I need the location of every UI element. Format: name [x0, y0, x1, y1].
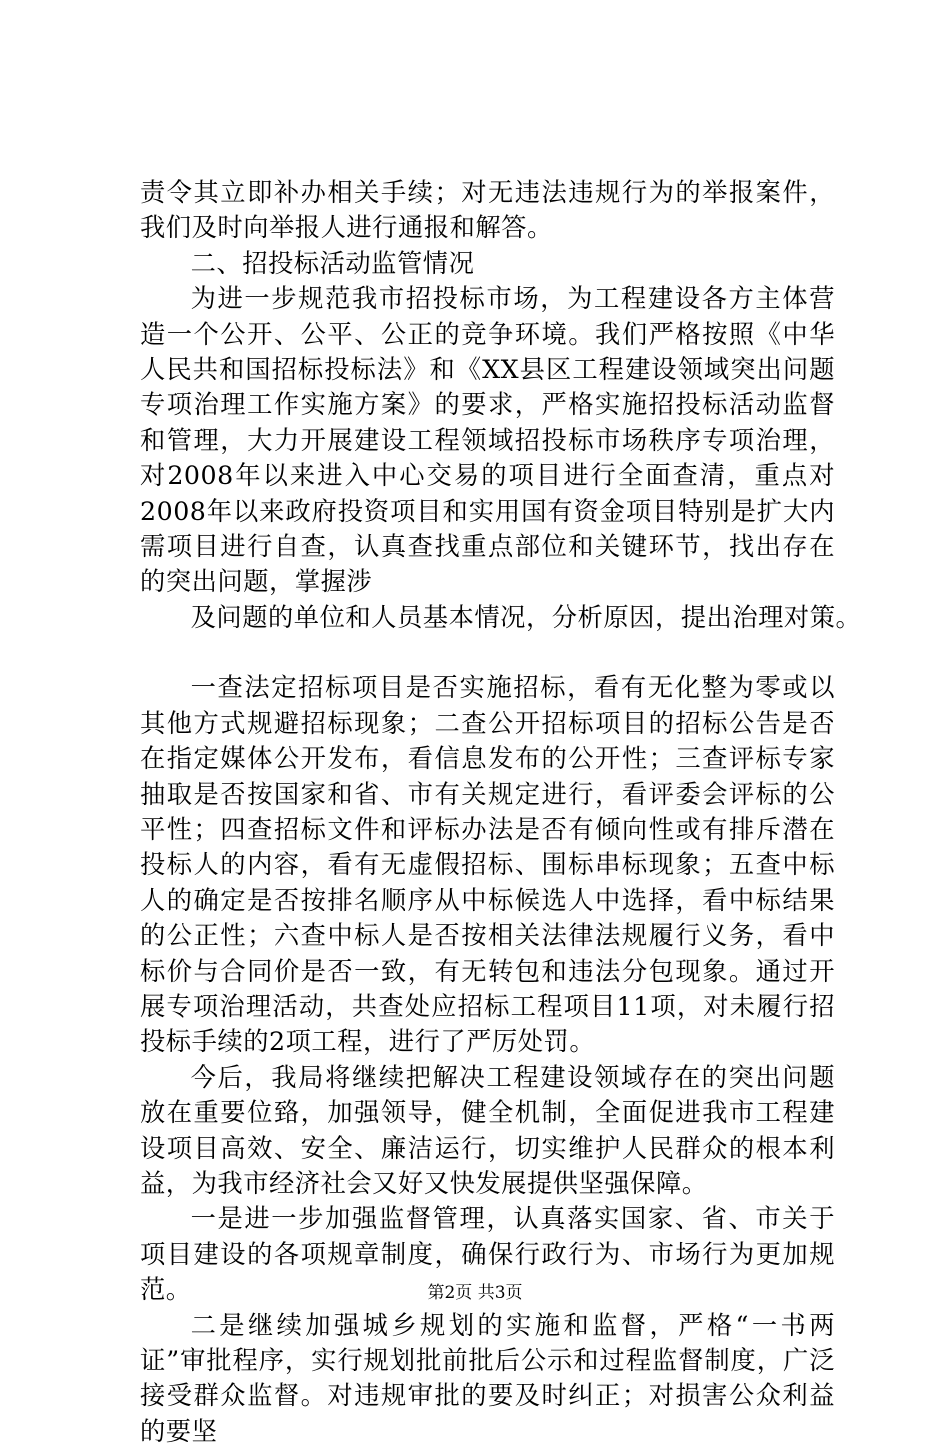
page-number-footer: 第2页 共3页	[427, 1283, 523, 1303]
paragraph-bidding-intro-end: 及问题的单位和人员基本情况，分析原因，提出治理对策。	[190, 602, 862, 632]
paragraph-measure-one: 一是进一步加强监督管理，认真落实国家、省、市关于项目建设的各项规章制度，确保行政行为、市场行为更加规范。	[140, 1204, 835, 1305]
document-body	[140, 175, 862, 1449]
paragraph-six-checks: 一查法定招标项目是否实施招标，看有无化整为零或以其他方式规避招标现象；二查公开招标项目的招标公告是否在指定媒体公开发布，看信息发布的公开性；三查评标专家抽取是否按国家和省、市有关规定进行，看评委会评标的公平性；四查招标文件和评标办法是否有倾向性或有排斥潜在投标人的内容，看有无虚假招标、围标串标现象；五查中标人的确定是否按排名顺序从中标候选人中选择，看中标结果的公正性；六查中标人是否按相关法律法规履行义务，看中标价与合同价是否一致，有无转包和违法分包现象。通过开展专项治理活动，共查处应招标工程项目11项，对未履行招投标手续的2项工程，进行了严厉处罚。	[140, 673, 835, 1057]
paragraph-future-plan: 今后，我局将继续把解决工程建设领域存在的突出问题放在重要位臵，加强领导，健全机制，全面促进我市工程建设项目高效、安全、廉洁运行，切实维护人民群众的根本利益，为我市经济社会又好又快发展提供坚强保障。	[140, 1062, 835, 1198]
paragraph-continuation: 责令其立即补办相关手续；对无违法违规行为的举报案件，我们及时向举报人进行通报和解答。	[140, 178, 835, 243]
blank-gap	[140, 635, 835, 670]
section-heading: 二、招投标活动监管情况	[190, 248, 475, 278]
paragraph-measure-two: 二是继续加强城乡规划的实施和监督，严格“一书两证”审批程序，实行规划批前批后公示和过程监督制度，广泛接受群众监督。对违规审批的要及时纠正；对损害公众利益的要坚	[140, 1310, 835, 1446]
paragraph-bidding-intro: 为进一步规范我市招投标市场，为工程建设各方主体营造一个公开、公平、公正的竞争环境。我们严格按照《中华人民共和国招标投标法》和《XX县区工程建设领域突出问题专项治理工作实施方案》的要求，严格实施招投标活动监督和管理，大力开展建设工程领域招投标市场秩序专项治理，对2008年以来进入中心交易的项目进行全面查清，重点对2008年以来政府投资项目和实用国有资金项目特别是扩大内需项目进行自查，认真查找重点部位和关键环节，找出存在的突出问题，掌握涉	[140, 284, 835, 597]
